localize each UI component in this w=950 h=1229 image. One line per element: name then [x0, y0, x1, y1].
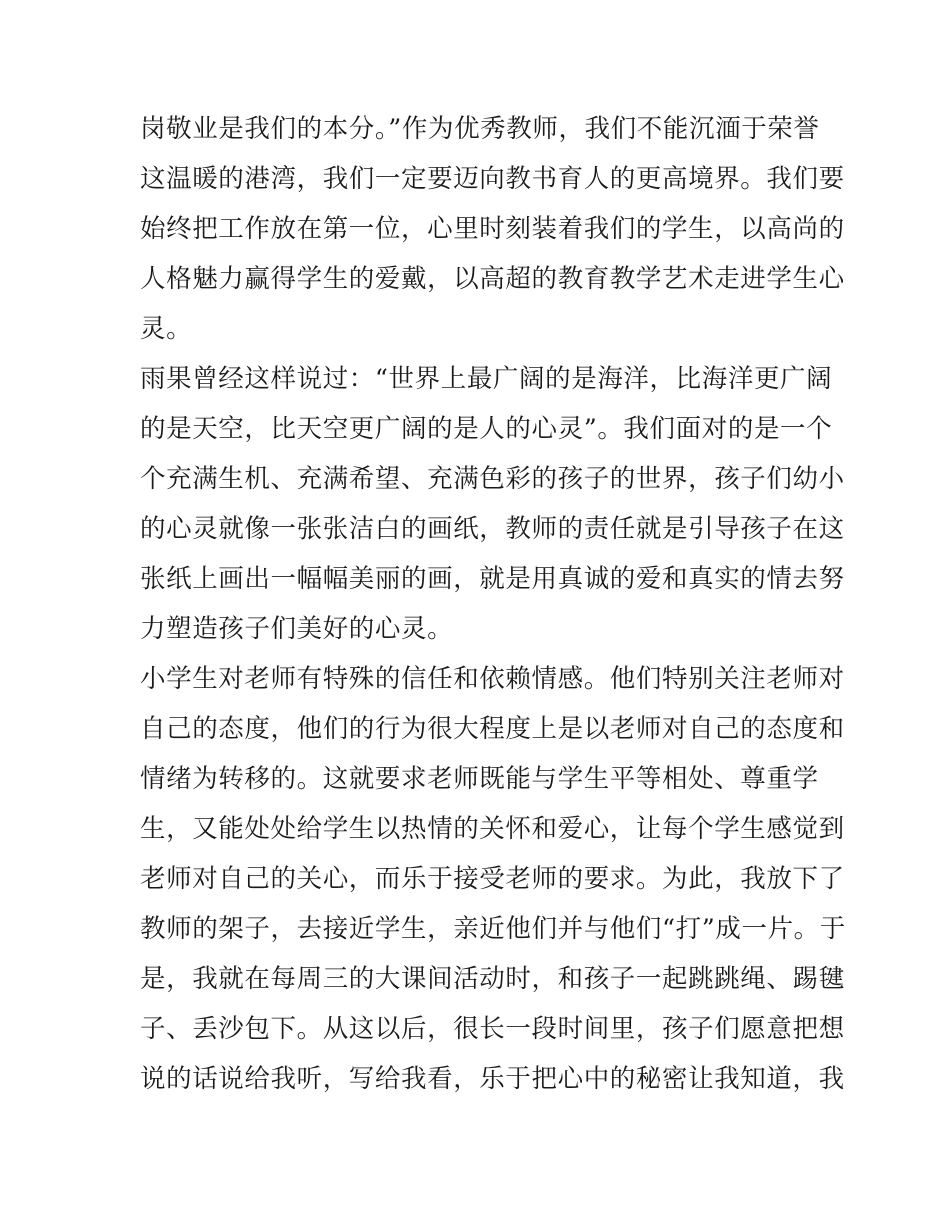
text-line: 张纸上画出一幅幅美丽的画，就是用真诚的爱和真实的情去努 [140, 564, 845, 594]
text-line: 自己的态度，他们的行为很大程度上是以老师对自己的态度和 [140, 714, 845, 744]
text-line: 个充满生机、充满希望、充满色彩的孩子的世界，孩子们幼小 [140, 464, 845, 494]
text-line: 教师的架子，去接近学生，亲近他们并与他们“打”成一片。于 [140, 914, 846, 944]
text-line: 子、丢沙包下。从这以后，很长一段时间里，孩子们愿意把想 [140, 1014, 845, 1044]
text-line: 说的话说给我听，写给我看，乐于把心中的秘密让我知道，我 [140, 1064, 845, 1094]
text-line: 小学生对老师有特殊的信任和依赖情感。他们特别关注老师对 [140, 664, 845, 694]
text-line: 这温暖的港湾，我们一定要迈向教书育人的更高境界。我们要 [140, 164, 845, 194]
text-line: 灵。 [140, 314, 193, 344]
text-line: 是，我就在每周三的大课间活动时，和孩子一起跳跳绳、踢毽 [140, 964, 845, 994]
text-line: 力塑造孩子们美好的心灵。 [140, 614, 454, 644]
document-body [140, 104, 846, 1104]
text-line: 生，又能处处给学生以热情的关怀和爱心，让每个学生感觉到 [140, 814, 845, 844]
text-line: 情绪为转移的。这就要求老师既能与学生平等相处、尊重学 [140, 764, 819, 794]
text-line: 人格魅力赢得学生的爱戴，以高超的教育教学艺术走进学生心 [140, 264, 845, 294]
text-line: 岗敬业是我们的本分。”作为优秀教师，我们不能沉湎于荣誉 [140, 114, 820, 144]
text-line: 的心灵就像一张张洁白的画纸，教师的责任就是引导孩子在这 [140, 514, 845, 544]
text-line: 老师对自己的关心，而乐于接受老师的要求。为此，我放下了 [140, 864, 845, 894]
text-line: 始终把工作放在第一位，心里时刻装着我们的学生，以高尚的 [140, 214, 845, 244]
text-line: 雨果曾经这样说过：“世界上最广阔的是海洋，比海洋更广阔 [140, 364, 833, 394]
text-line: 的是天空，比天空更广阔的是人的心灵”。我们面对的是一个 [140, 414, 833, 444]
